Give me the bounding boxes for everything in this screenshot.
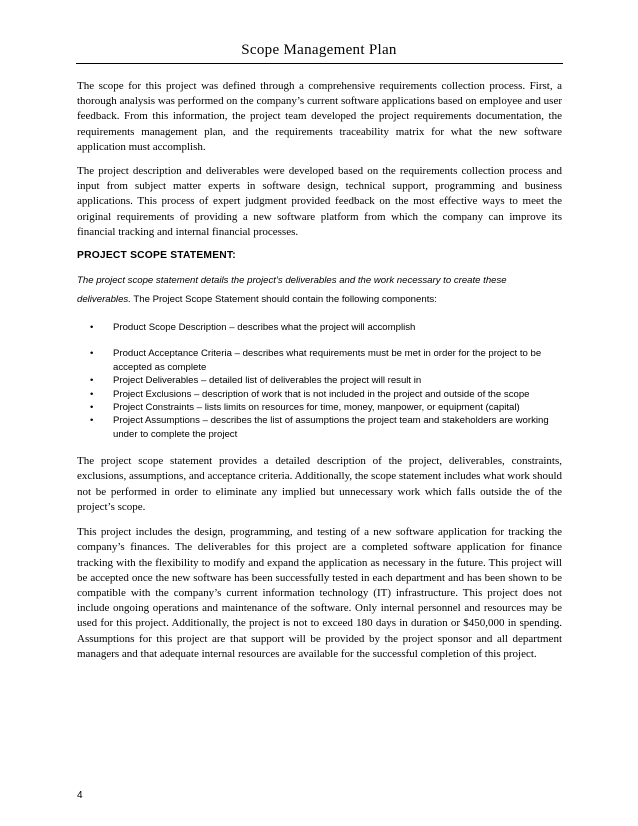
list-item-text: Project Assumptions – describes the list of assumptions the project team and stakeholders are working under to complete the project	[113, 415, 549, 440]
intro-rest-text: The Project Scope Statement should contain the following components:	[130, 294, 437, 306]
header-rule	[76, 63, 563, 64]
paragraph-project-description: The project description and deliverables were developed based on the requirements collection process and input from subject matter experts in software design, technical support, programming and business applications. This process of expert judgment provided feedback on the most effective ways to meet the original requirements of providing a new software platform from which the company can improve its financial tracking and internal financial processes.	[77, 165, 562, 238]
paragraph-scope-definition: The scope for this project was defined through a comprehensive requirements collection process. First, a thorough analysis was performed on the company’s current software applications based on employee and user feedback. From this information, the project team developed the project requirements documentation, the requirements management plan, and the requirements traceability matrix for what the new software application must accomplish.	[77, 80, 562, 153]
list-item	[77, 388, 562, 401]
list-item-text: Product Scope Description – describes what the project will accomplish	[113, 322, 416, 334]
list-item	[77, 321, 562, 334]
section-heading: PROJECT SCOPE STATEMENT:	[77, 250, 236, 262]
list-item-text: Product Acceptance Criteria – describes what requirements must be met in order for the project to be accepted as complete	[113, 348, 542, 373]
bullet-icon: •	[90, 322, 94, 334]
bullet-icon: •	[90, 348, 94, 360]
list-item	[77, 414, 562, 441]
bullet-icon: •	[90, 375, 94, 387]
page-header-title: Scope Management Plan	[241, 42, 397, 58]
components-list	[77, 321, 562, 441]
list-item	[77, 347, 562, 374]
paragraph-scope-statement-summary: The project scope statement provides a detailed description of the project, deliverables, constraints, exclusions, assumptions, and acceptance criteria. Additionally, the scope statement includes what work should not be performed in order to eliminate any implied but unnecessary work which falls outside the of the project’s scope.	[77, 455, 562, 513]
bullet-icon: •	[90, 388, 94, 400]
list-item-text: Project Exclusions – description of work that is not included in the project and outside of the scope	[113, 388, 530, 400]
document-body	[77, 79, 562, 662]
scope-statement-intro	[77, 271, 562, 309]
intro-italic-text: The project scope statement details the project’s deliverables and the work necessary to create these deliverables.	[77, 275, 507, 306]
list-item	[77, 374, 562, 387]
list-item-text: Project Deliverables – detailed list of deliverables the project will result in	[113, 375, 422, 387]
list-item-text: Project Constraints – lists limits on resources for time, money, manpower, or equipment (capital)	[113, 402, 520, 414]
bullet-icon: •	[90, 415, 94, 427]
page-number: 4	[77, 790, 83, 801]
list-item	[77, 401, 562, 414]
paragraph-project-details: This project includes the design, programming, and testing of a new software application for tracking the company’s finances. The deliverables for this project are a completed software application for finance tracking with the flexibility to modify and expand the application as necessary in the future. This project will be accepted once the new software has been successfully tested in each department and has been shown to be compatible with the company’s current information technology (IT) infrastructure. This project does not include ongoing operations and maintenance of the software. Only internal personnel and resources may be used for this project. Additionally, the project is not to exceed 180 days in duration or $450,000 in spending. Assumptions for this project are that support will be provided by the project sponsor and all department managers and that adequate internal resources are available for the successful completion of this project.	[77, 526, 562, 660]
bullet-icon: •	[90, 402, 94, 414]
